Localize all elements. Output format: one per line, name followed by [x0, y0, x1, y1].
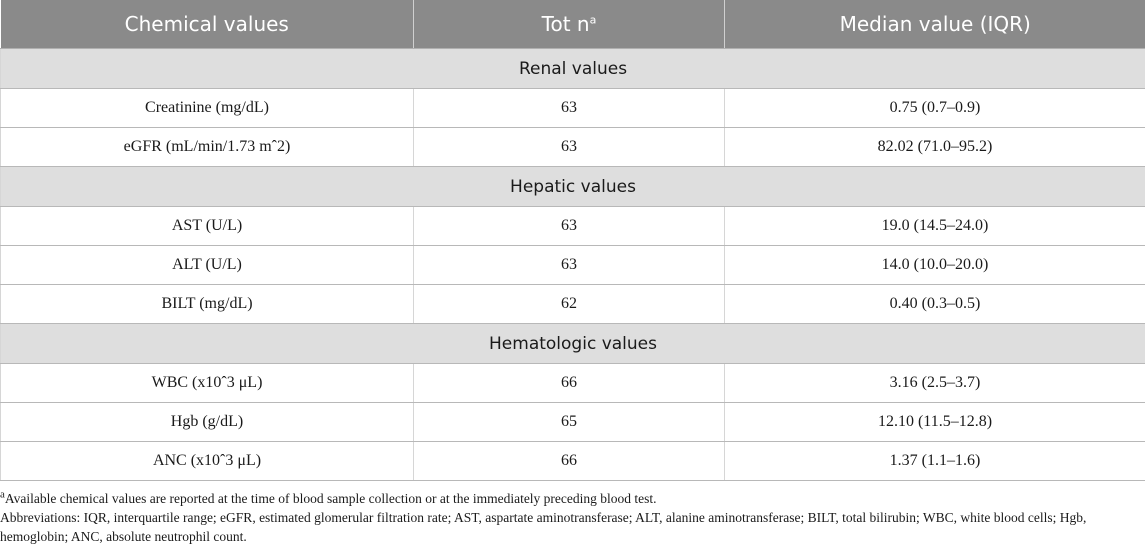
section-row [1, 324, 1145, 364]
row-name: Hgb (g/dL) [1, 403, 414, 442]
footnote-a-text: Available chemical values are reported at the time of blood sample collection or at the immediately preceding blood test. [4, 491, 657, 506]
row-median: 1.37 (1.1–1.6) [725, 442, 1145, 481]
table-row [1, 442, 1145, 481]
row-n: 63 [414, 246, 725, 285]
table-row [1, 128, 1145, 167]
section-title: Hematologic values [1, 324, 1145, 364]
header-tot-n-label: Tot n [541, 12, 590, 36]
header-tot-n [414, 0, 725, 49]
table-row [1, 403, 1145, 442]
row-median: 14.0 (10.0–20.0) [725, 246, 1145, 285]
row-n: 63 [414, 128, 725, 167]
row-n: 63 [414, 89, 725, 128]
row-median: 82.02 (71.0–95.2) [725, 128, 1145, 167]
row-median: 19.0 (14.5–24.0) [725, 207, 1145, 246]
row-median: 12.10 (11.5–12.8) [725, 403, 1145, 442]
table-footnotes [0, 481, 1145, 546]
footnote-a [0, 489, 1145, 508]
row-name: WBC (x10ˆ3 μL) [1, 364, 414, 403]
header-row [1, 0, 1145, 49]
section-row [1, 49, 1145, 89]
header-median-value: Median value (IQR) [725, 0, 1145, 49]
row-median: 0.75 (0.7–0.9) [725, 89, 1145, 128]
abbreviations-note: Abbreviations: IQR, interquartile range; eGFR, estimated glomerular filtration rate; AST, aspartate aminotransferase; ALT, alanine aminotransferase; BILT, total bilirubin; WBC, white blood cells; Hgb, hemoglobin; ANC, absolute neutrophil count. [0, 510, 1087, 544]
footnote-a-marker: a [0, 488, 5, 501]
table-row [1, 89, 1145, 128]
footnote-marker: a [589, 13, 597, 27]
row-name: ANC (x10ˆ3 μL) [1, 442, 414, 481]
header-chemical-values: Chemical values [1, 0, 414, 49]
section-title: Renal values [1, 49, 1145, 89]
row-n: 62 [414, 285, 725, 324]
row-n: 63 [414, 207, 725, 246]
row-n: 66 [414, 364, 725, 403]
row-name: ALT (U/L) [1, 246, 414, 285]
row-median: 3.16 (2.5–3.7) [725, 364, 1145, 403]
section-title: Hepatic values [1, 167, 1145, 207]
table-row [1, 285, 1145, 324]
table-row [1, 246, 1145, 285]
table-row [1, 364, 1145, 403]
row-name: Creatinine (mg/dL) [1, 89, 414, 128]
row-n: 66 [414, 442, 725, 481]
row-name: eGFR (mL/min/1.73 mˆ2) [1, 128, 414, 167]
table-row [1, 207, 1145, 246]
row-median: 0.40 (0.3–0.5) [725, 285, 1145, 324]
section-row [1, 167, 1145, 207]
row-name: BILT (mg/dL) [1, 285, 414, 324]
row-n: 65 [414, 403, 725, 442]
row-name: AST (U/L) [1, 207, 414, 246]
